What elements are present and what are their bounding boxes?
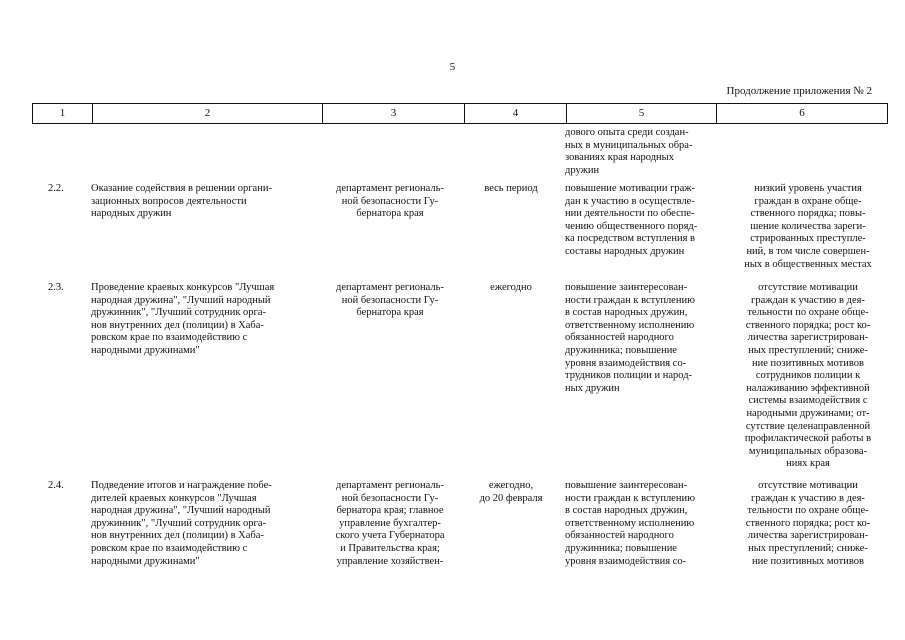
- column-header-6: 6: [716, 104, 887, 123]
- row-consequence: отсутствие мотивации граждан к участию в дея- тельности по охране обще- ственного порядка; рост ко- личества зарегистрирован- ных преступлений; сниже- ние позитивных мотивов: [745, 480, 871, 567]
- row-executor: департамент региональ- ной безопасности Гу- бернатора края: [336, 183, 444, 220]
- table-header-row: [32, 103, 888, 124]
- continuation-cell-result: дового опыта среди создан- ных в муниципальных обра- зованиях края народных дружин: [565, 127, 693, 176]
- row-number: 2.2.: [48, 183, 64, 194]
- column-header-5: 5: [566, 104, 716, 123]
- row-deadline: весь период: [484, 183, 538, 194]
- row-consequence: отсутствие мотивации граждан к участию в дея- тельности по охране обще- ственного порядка; рост ко- личества зарегистрирован- ных преступлений; сниже- ние позитивных мотивов сотрудников полиции к налаживанию эффективной системы взаимодействия с народными дружинами; от- сутствие целенаправленной профилактической работы в муниципальных образова- ниях края: [744, 282, 872, 470]
- row-activity: Проведение краевых конкурсов "Лучшая народная дружина", "Лучший народный дружинник", "Лучший сотрудник орга- нов внутренних дел (полиции) в Хаба- ровском крае по взаимодействию с народными дружинами": [91, 282, 275, 356]
- column-header-1: 1: [59, 107, 66, 119]
- row-result: повышение мотивации граж- дан к участию в осуществле- нии деятельности по обеспе- чению общественного поряд- ка посредством вступления в составы народных дружин: [565, 183, 698, 257]
- appendix-continuation-note: Продолжение приложения № 2: [726, 85, 872, 97]
- row-number: 2.3.: [48, 282, 64, 293]
- row-number: 2.4.: [48, 480, 64, 491]
- column-header-2: 2: [92, 104, 322, 123]
- row-deadline: ежегодно: [490, 282, 532, 293]
- row-activity: Оказание содействия в решении органи- зационных вопросов деятельности народных дружин: [91, 183, 272, 220]
- row-result: повышение заинтересован- ности граждан к вступлению в состав народных дружин, ответственному исполнению обязанностей народного дружинника; повышение уровня взаимодействия со-: [565, 480, 695, 567]
- row-activity: Подведение итогов и награждение побе- дителей краевых конкурсов "Лучшая народная дружина", "Лучший народный дружинник", "Лучший сотрудник орга- нов внутренних дел (полиции) в Хаба- ровском крае по взаимодействию с народными дружинами": [91, 480, 272, 567]
- row-executor: департамент региональ- ной безопасности Гу- бернатора края: [336, 282, 444, 319]
- row-executor: департамент региональ- ной безопасности Гу- бернатора края; главное управление бухгалтер- ского учета Губернатора и Правительства края; управление хозяйствен-: [335, 480, 445, 567]
- row-result: повышение заинтересован- ности граждан к вступлению в состав народных дружин, ответственному исполнению обязанностей народного дружинника; повышение уровня взаимодействия со- трудников полиции и народ- ных дружин: [565, 282, 695, 394]
- column-header-4: 4: [464, 104, 566, 123]
- page-number: 5: [449, 61, 456, 73]
- row-consequence: низкий уровень участия граждан в охране обще- ственного порядка; повы- шение количества зареги- стрированных преступле- ний, в том числе совершен- ных в общественных местах: [744, 183, 872, 270]
- column-header-3: 3: [322, 104, 464, 123]
- row-deadline: ежегодно, до 20 февраля: [479, 480, 543, 504]
